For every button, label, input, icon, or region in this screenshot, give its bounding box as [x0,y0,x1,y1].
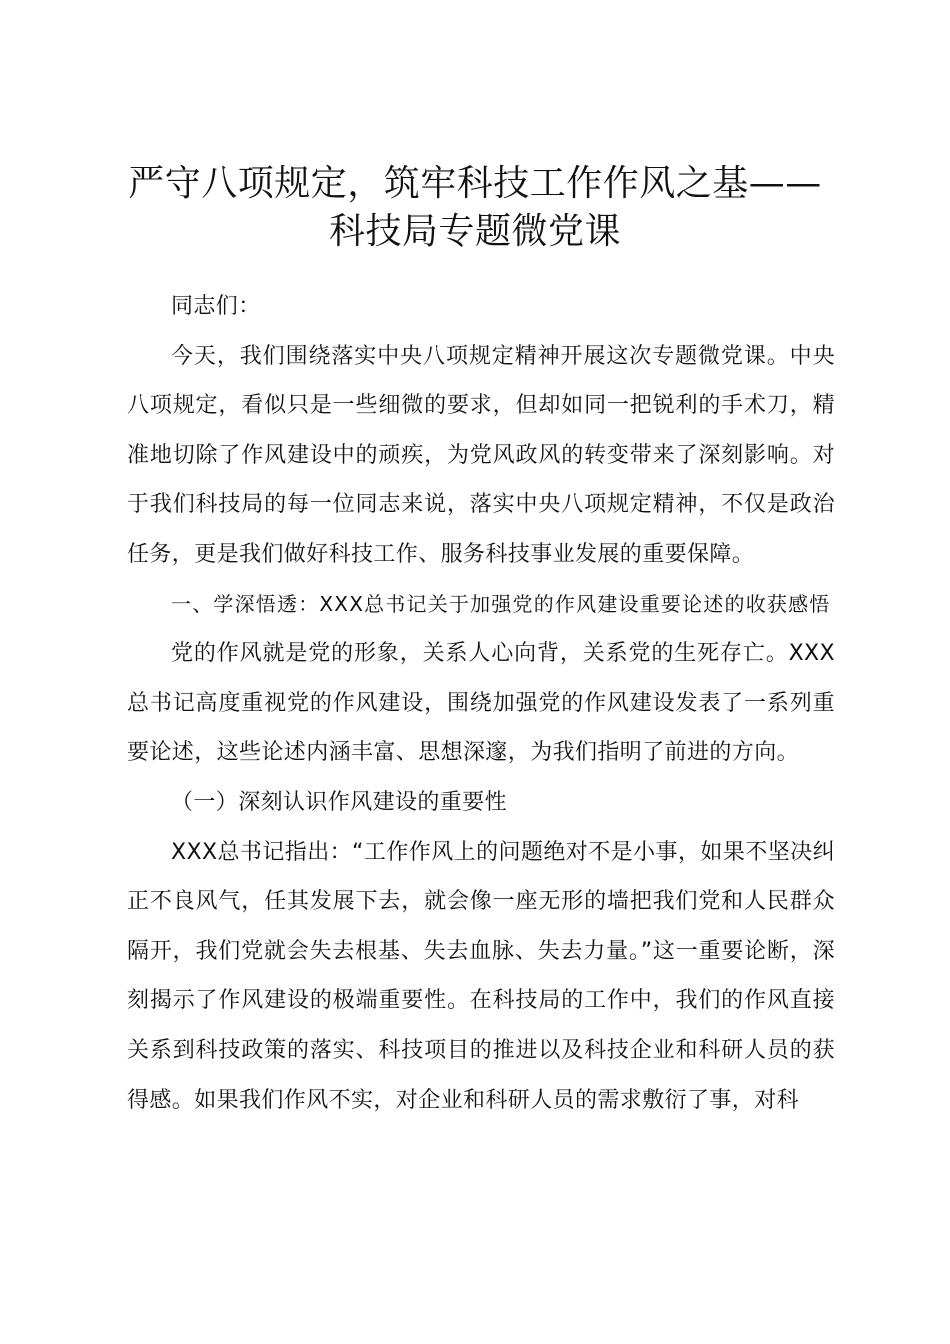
subsection-heading-1: （一）深刻认识作风建设的重要性 [171,789,508,815]
document-title: 严守八项规定，筑牢科技工作作风之基——科技局专题微党课 [128,163,822,252]
intro-paragraph: 今天，我们围绕落实中央八项规定精神开展这次专题微党课。中央八项规定，看似只是一些细微的要求，但却如同一把锐利的手术刀，精准地切除了作风建设中的顽疾，为党风政风的转变带来了深刻影响。对于我们科技局的每一位同志来说，落实中央八项规定精神，不仅是政治任务，更是我们做好科技工作、服务科技事业发展的重要保障。 [127,343,835,567]
body-paragraph: 党的作风就是党的形象，关系人心向背，关系党的生死存亡。XXX总书记高度重视党的作风建设，围绕加强党的作风建设发表了一系列重要论述，这些论述内涵丰富、思想深邃，为我们指明了前进的方向。 [127,641,835,766]
body-paragraph: XXX总书记指出：“工作作风上的问题绝对不是小事，如果不坚决纠正不良风气，任其发展下去，就会像一座无形的墙把我们党和人民群众隔开，我们党就会失去根基、失去血脉、失去力量。”这一重要论断，深刻揭示了作风建设的极端重要性。在科技局的工作中，我们的作风直接关系到科技政策的落实、科技项目的推进以及科技企业和科研人员的获得感。如果我们作风不实，对企业和科研人员的需求敷衍了事，对科 [127,839,835,1113]
section-heading-1: 一、学深悟透：XXX总书记关于加强党的作风建设重要论述的收获感悟 [171,591,831,616]
document-body [127,282,835,1125]
salutation: 同志们： [171,294,261,319]
